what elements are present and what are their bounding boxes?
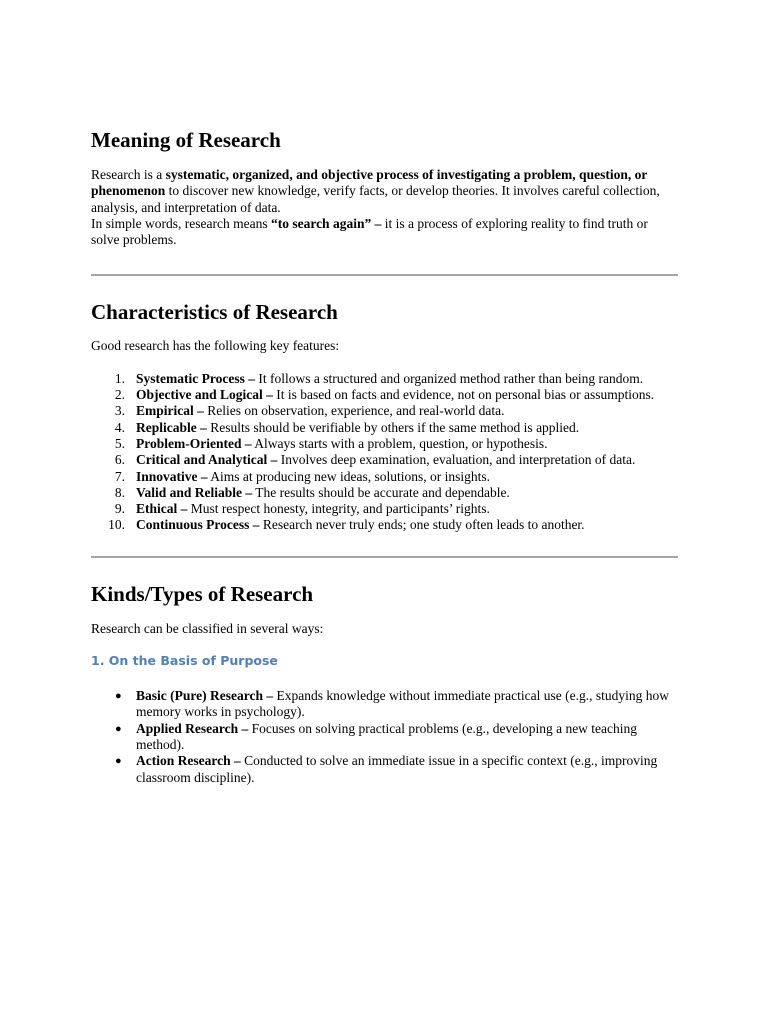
list-item xyxy=(91,517,678,533)
list-number: 10. xyxy=(108,517,125,533)
list-description: Aims at producing new ideas, solutions, or insights. xyxy=(207,468,491,484)
list-item xyxy=(91,403,678,419)
list-number: 6. xyxy=(114,452,125,468)
kinds-intro: Research can be classified in several ways: xyxy=(91,620,324,636)
meaning-p2-bold: “to search again” – xyxy=(270,215,382,231)
list-term: Systematic Process – xyxy=(136,370,255,386)
meaning-paragraph-1 xyxy=(91,167,678,216)
list-description: Results should be verifiable by others if the same method is applied. xyxy=(206,419,580,435)
section-title-characteristics: Characteristics of Research xyxy=(91,300,338,325)
list-description: Conducted to solve an immediate issue in a specific context (e.g., improving classroom discipline). xyxy=(136,753,658,785)
list-item xyxy=(91,501,678,517)
section-divider xyxy=(91,274,678,276)
list-item xyxy=(91,469,678,485)
list-term: Critical and Analytical – xyxy=(136,452,278,468)
list-term: Innovative – xyxy=(136,468,208,484)
list-item xyxy=(91,688,678,721)
meaning-paragraph-2 xyxy=(91,216,678,249)
list-description: Research never truly ends; one study often leads to another. xyxy=(259,517,585,533)
meaning-p1-a: Research is a xyxy=(91,167,166,182)
list-term: Ethical – xyxy=(136,501,188,517)
list-number: 3. xyxy=(114,403,125,419)
list-description: Focuses on solving practical problems (e.g., developing a new teaching method). xyxy=(136,720,638,752)
characteristics-intro: Good research has the following key features: xyxy=(91,338,340,354)
list-term: Continuous Process – xyxy=(136,517,260,533)
list-number: 4. xyxy=(114,419,125,435)
list-item xyxy=(91,387,678,403)
list-term: Empirical – xyxy=(136,403,204,419)
characteristics-list xyxy=(91,371,678,534)
list-term: Basic (Pure) Research – xyxy=(136,688,274,704)
list-description: Always starts with a problem, question, or hypothesis. xyxy=(251,435,548,451)
document-page xyxy=(91,124,678,786)
list-term: Applied Research – xyxy=(136,720,249,736)
section-title-kinds: Kinds/Types of Research xyxy=(91,581,314,606)
meaning-p1-c: to discover new knowledge, verify facts, or develop theories. It involves careful collection, analysis, and interpretation of data. xyxy=(91,183,660,215)
list-item xyxy=(91,485,678,501)
list-description: Expands knowledge without immediate practical use (e.g., studying how memory works in psychology). xyxy=(136,688,670,720)
list-description: Relies on observation, experience, and real-world data. xyxy=(203,403,505,419)
meaning-p2-c: it is a process of exploring reality to find truth or solve problems. xyxy=(91,215,648,248)
list-number: 1. xyxy=(114,370,125,386)
bullet-icon: ● xyxy=(115,755,122,768)
list-number: 7. xyxy=(114,468,125,484)
bullet-icon: ● xyxy=(115,722,122,735)
list-term: Replicable – xyxy=(136,419,207,435)
list-description: It follows a structured and organized method rather than being random. xyxy=(254,370,644,386)
list-description: The results should be accurate and dependable. xyxy=(252,484,510,500)
list-item xyxy=(91,452,678,468)
list-term: Valid and Reliable – xyxy=(136,484,253,500)
subheading-purpose: 1. On the Basis of Purpose xyxy=(91,653,278,669)
list-number: 8. xyxy=(114,484,125,500)
list-term: Problem-Oriented – xyxy=(136,435,252,451)
list-description: Must respect honesty, integrity, and participants’ rights. xyxy=(187,501,490,517)
meaning-p1-bold: systematic, organized, and objective process of investigating a problem, question, or phenomenon xyxy=(91,167,648,199)
list-number: 5. xyxy=(114,435,125,451)
list-item xyxy=(91,420,678,436)
list-term: Objective and Logical – xyxy=(136,387,273,403)
list-description: It is based on facts and evidence, not on personal bias or assumptions. xyxy=(272,387,655,403)
kinds-list xyxy=(91,688,678,786)
list-number: 9. xyxy=(114,501,125,517)
list-term: Action Research – xyxy=(136,753,241,769)
meaning-p2-a: In simple words, research means xyxy=(91,215,271,231)
section-divider xyxy=(91,556,678,558)
list-item xyxy=(91,753,678,786)
list-item xyxy=(91,721,678,754)
list-item xyxy=(91,371,678,387)
list-item xyxy=(91,436,678,452)
list-description: Involves deep examination, evaluation, and interpretation of data. xyxy=(277,452,636,468)
list-number: 2. xyxy=(114,387,125,403)
bullet-icon: ● xyxy=(115,690,122,703)
section-title-meaning: Meaning of Research xyxy=(91,128,281,152)
